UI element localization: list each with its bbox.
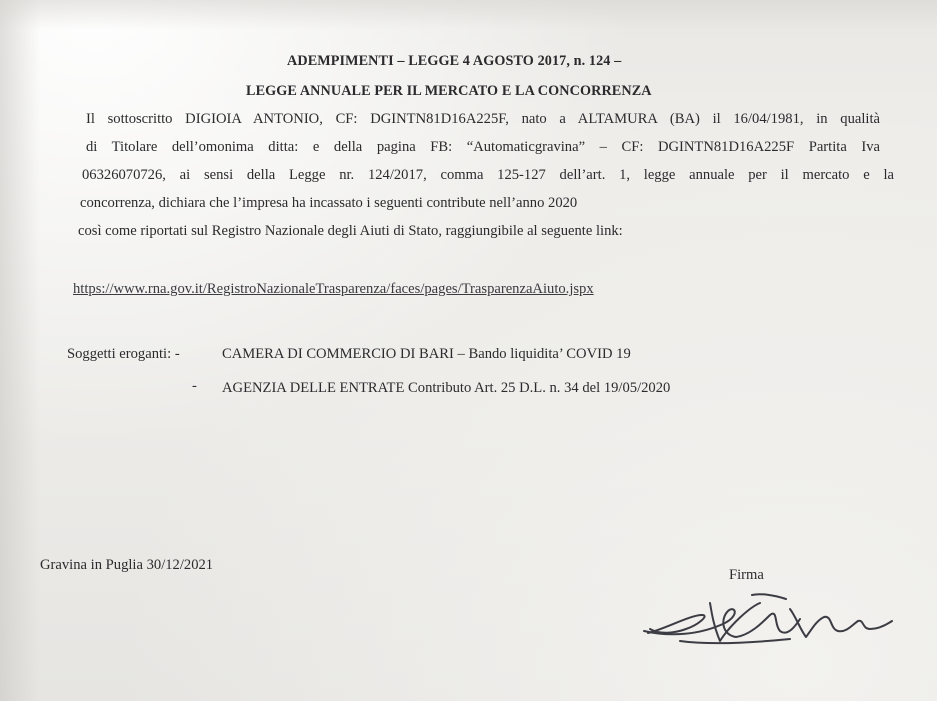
body-line-2: di Titolare dell’omonima ditta: e della pagina FB: “Automaticgravina” – CF: DGINTN81D16A225F Partita Iva: [86, 139, 880, 155]
title-line-1: ADEMPIMENTI – LEGGE 4 AGOSTO 2017, n. 124 –: [287, 53, 622, 69]
place-date: Gravina in Puglia 30/12/2021: [40, 557, 214, 573]
handwritten-signature: [640, 585, 910, 665]
paper-shadow-top: [0, 0, 937, 30]
soggetto-1: CAMERA DI COMMERCIO DI BARI – Bando liquidita’ COVID 19: [222, 346, 631, 362]
body-line-3: 06326070726, ai sensi della Legge nr. 124/2017, comma 125-127 dell’art. 1, legge annuale per il mercato e la: [82, 167, 894, 183]
soggetto-2-bullet: -: [192, 378, 197, 394]
body-line-5: così come riportati sul Registro Nazionale degli Aiuti di Stato, raggiungibile al seguente link:: [78, 223, 623, 239]
rna-link[interactable]: https://www.rna.gov.it/RegistroNazionaleTrasparenza/faces/pages/TrasparenzaAiuto.jspx: [73, 281, 594, 297]
signature-label: Firma: [729, 567, 764, 583]
soggetto-2: AGENZIA DELLE ENTRATE Contributo Art. 25 D.L. n. 34 del 19/05/2020: [222, 380, 671, 396]
title-line-2: LEGGE ANNUALE PER IL MERCATO E LA CONCORRENZA: [246, 83, 652, 99]
soggetti-label: Soggetti eroganti: -: [67, 346, 180, 362]
body-line-4: concorrenza, dichiara che l’impresa ha incassato i seguenti contribute nell’anno 2020: [80, 195, 578, 211]
body-line-1: Il sottoscritto DIGIOIA ANTONIO, CF: DGINTN81D16A225F, nato a ALTAMURA (BA) il 16/04/1981, in qualità: [86, 111, 880, 127]
paper-shadow-left: [0, 0, 40, 701]
